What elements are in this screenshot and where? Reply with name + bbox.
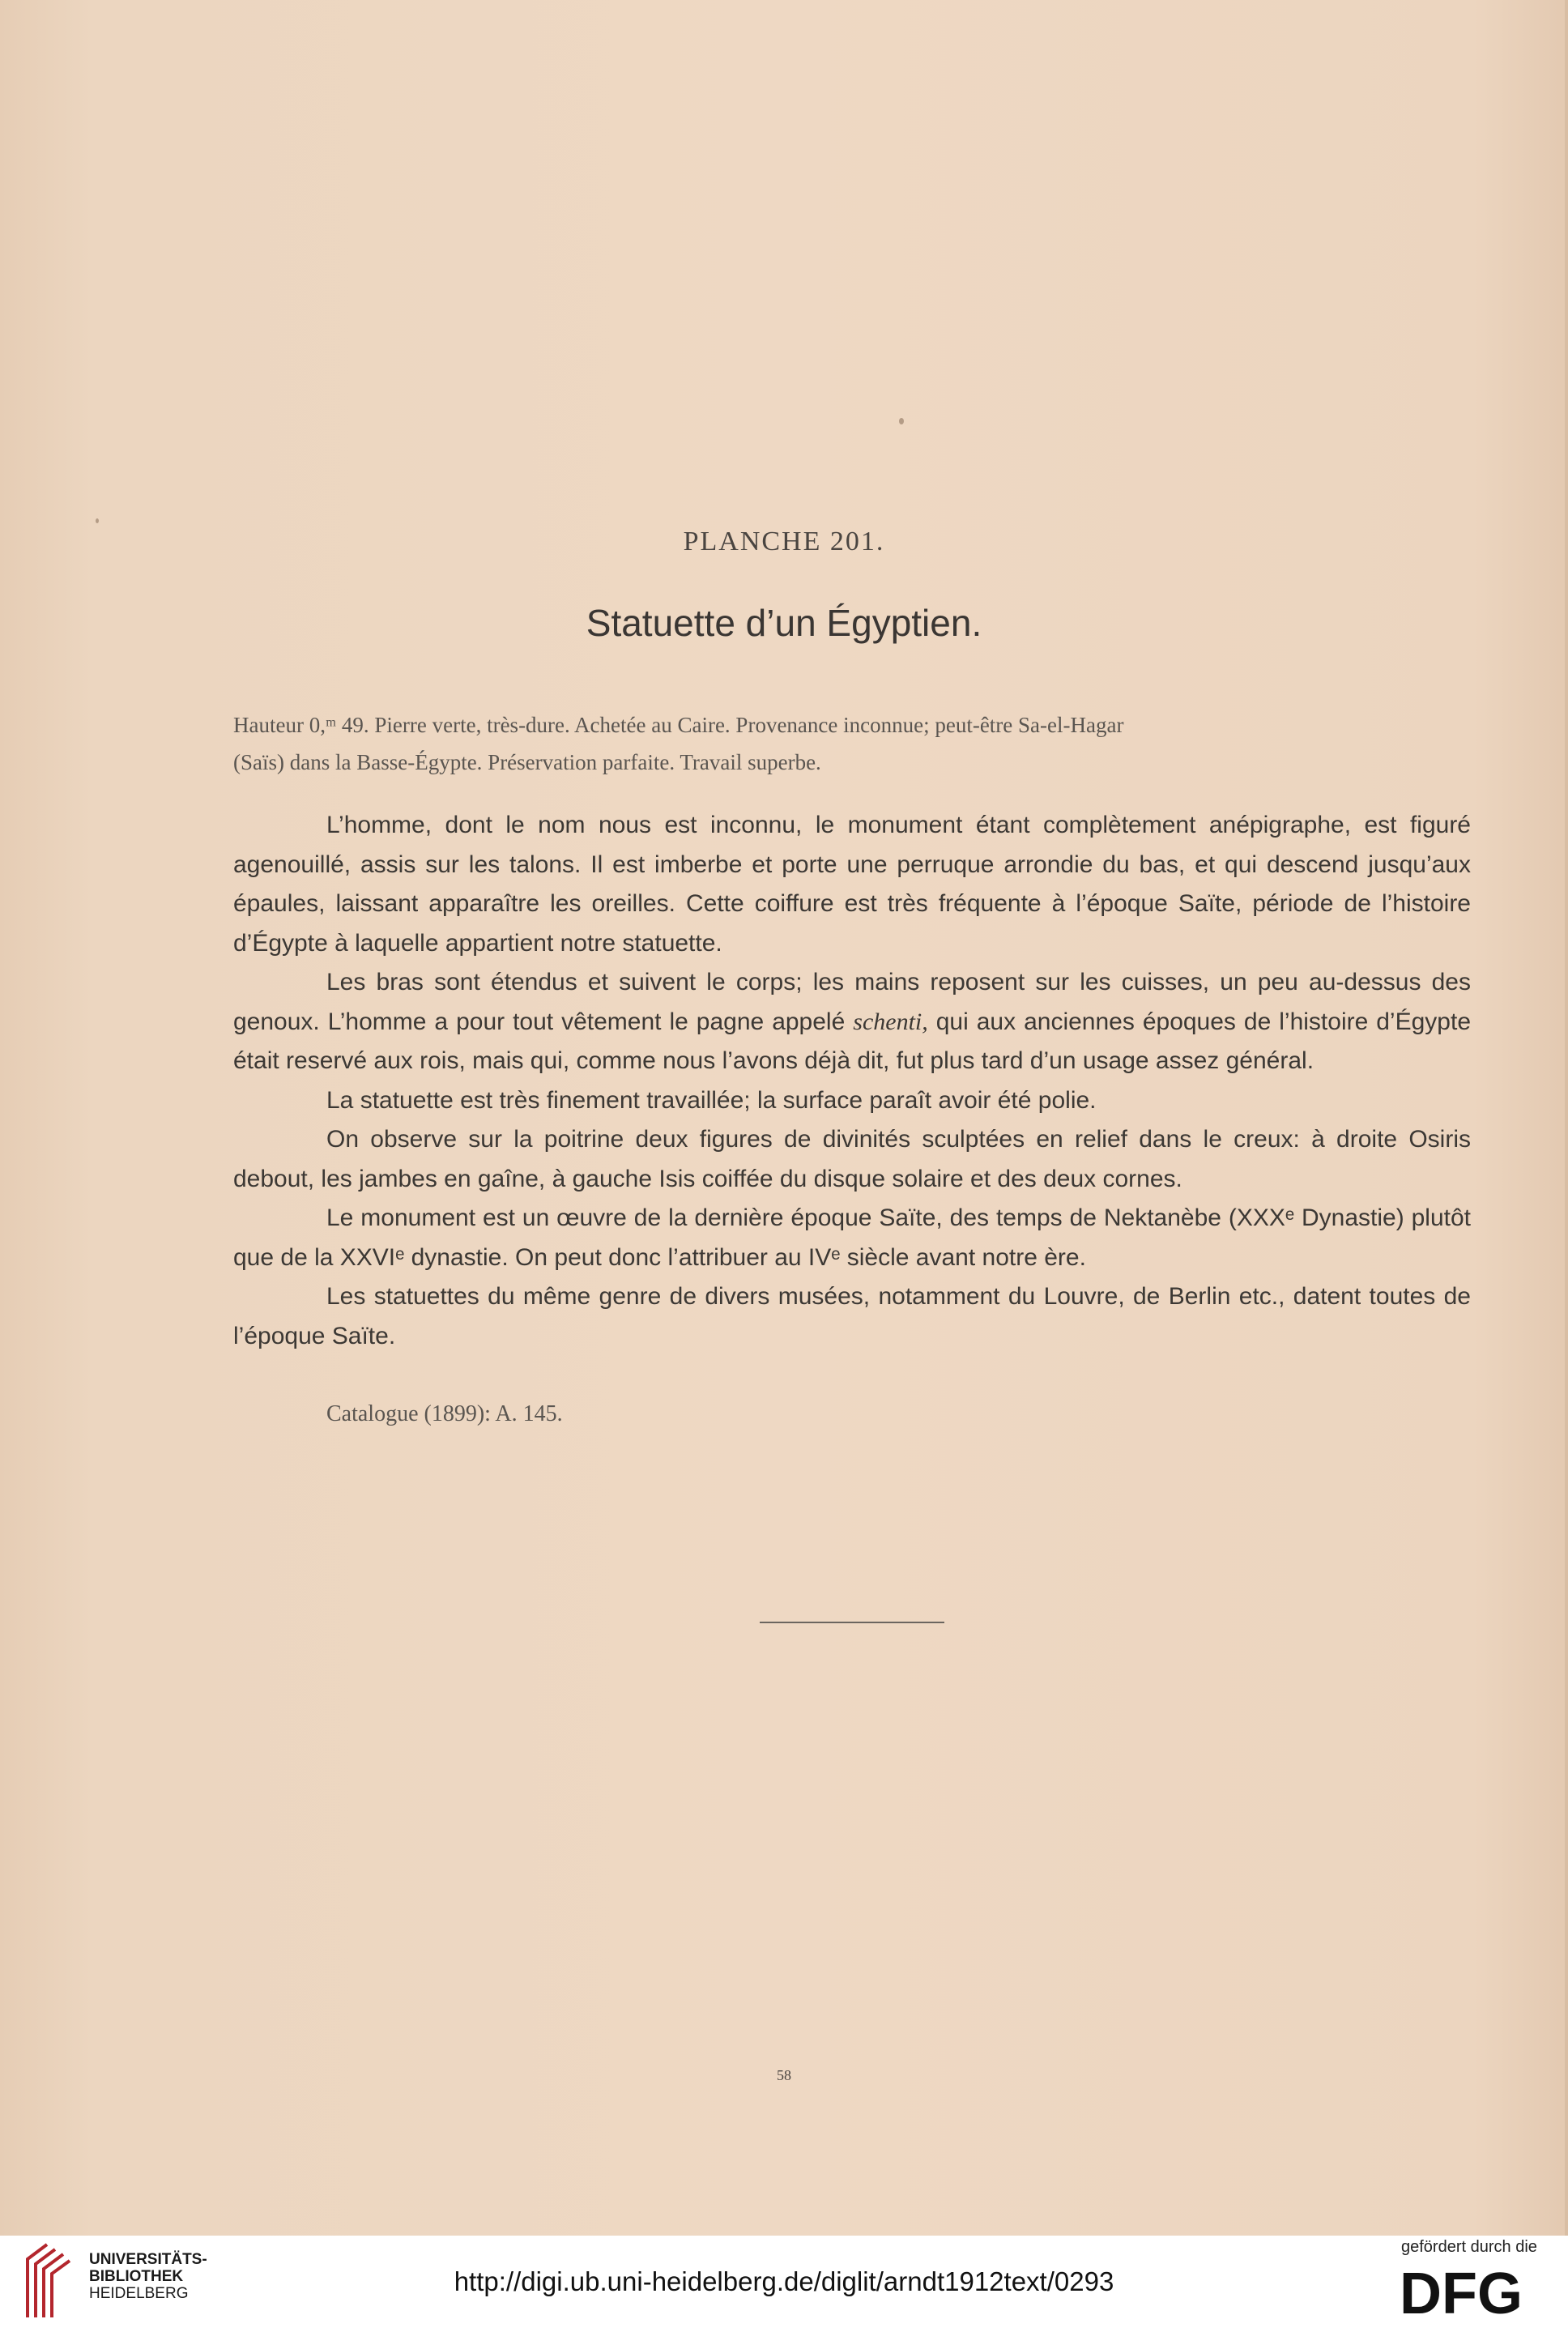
metadata-line: (Saïs) dans la Basse-Égypte. Préservation parfaite. Travail superbe. [233,750,821,774]
paragraph: Le monument est un œuvre de la dernière époque Saïte, des temps de Nektanèbe (XXXᵉ Dynastie) plutôt que de la XXVIᵉ dynastie. On peut donc l’attribuer au IVᵉ siècle avant notre ère. [233,1204,1471,1271]
object-metadata [233,706,1471,781]
funding-label: gefördert durch die [1401,2238,1537,2256]
source-url-link[interactable]: http://digi.ub.uni-heidelberg.de/diglit/arndt1912text/0293 [454,2266,1114,2296]
description-body [233,806,1471,1356]
page-edge [1565,0,1568,2236]
term-schenti: schenti, [853,1008,928,1035]
page-number: 58 [777,2067,791,2083]
paper-speck [899,418,904,424]
paragraph: On observe sur la poitrine deux figures de divinités sculptées en relief dans le creux: à droite Osiris debout, les jambes en gaîne, à gauche Isis coiffée du disque solaire et des deux cornes. [233,1126,1471,1192]
paragraph [233,963,1471,1081]
paper-speck [96,518,99,523]
paragraph: L’homme, dont le nom nous est inconnu, le monument étant complètement anépigraphe, est figuré agenouillé, assis sur les talons. Il est imberbe et porte une perruque arrondie du bas, et qui descend jusqu’aux épaules, laissant apparaître les oreilles. Cette coiffure est très fréquente à l’époque Saïte, période de l’histoire d’Égypte à laquelle appartient notre statuette. [233,812,1471,957]
dfg-logo-icon[interactable] [1400,2265,1545,2318]
paragraph: La statuette est très finement travaillée; la surface paraît avoir été polie. [326,1086,1097,1114]
library-name-line: BIBLIOTHEK [89,2268,184,2285]
paragraph-text: qui aux anciennes époques de l’histoire d’Égypte était reservé aux rois, mais qui, comme nous l’avons déjà dit, fut plus tard d’un usage assez général. [233,1008,1471,1074]
metadata-line: Hauteur 0,ᵐ 49. Pierre verte, très-dure. Achetée au Caire. Provenance inconnue; peut-être Sa-el-Hagar [233,713,1124,737]
catalog-reference: Catalogue (1899): A. 145. [326,1401,563,1426]
paragraph: Les statuettes du même genre de divers musées, notamment du Louvre, de Berlin etc., datent toutes de l’époque Saïte. [233,1283,1471,1349]
page-title: Statuette d’un Égyptien. [586,602,982,644]
library-name-line: HEIDELBERG [89,2285,189,2302]
paragraph-text: Les bras sont étendus et suivent le corps; les mains reposent sur les cuisses, un peu au-dessus des genoux. L’homme a pour tout vêtement le pagne appelé [233,969,1471,1035]
plate-label: PLANCHE 201. [683,527,885,556]
library-name-line: UNIVERSITÄTS- [89,2251,207,2268]
dfg-logo-text: DFG [1400,2265,1523,2318]
end-rule [760,1622,944,1623]
